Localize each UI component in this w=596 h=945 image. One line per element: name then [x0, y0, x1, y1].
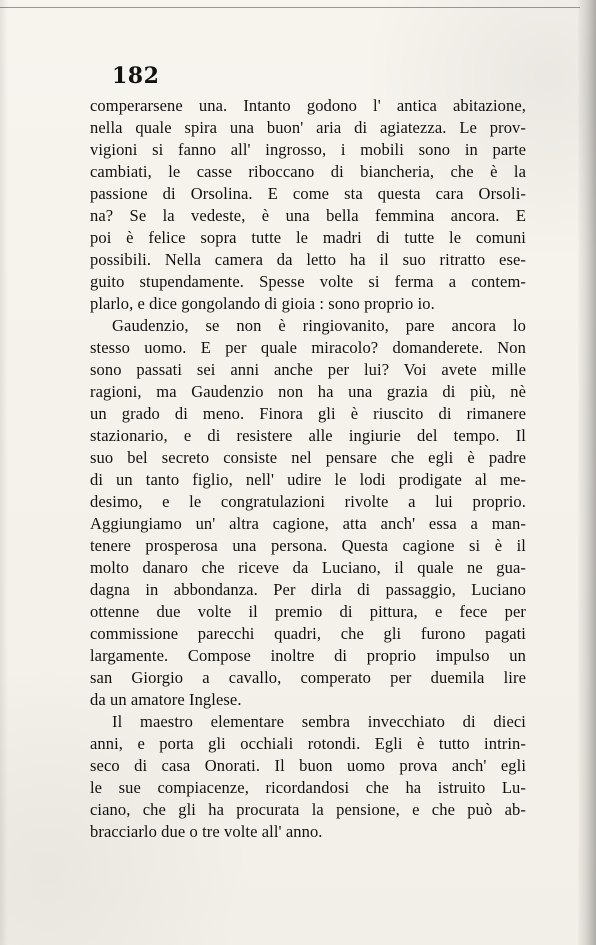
- paragraph-2-line-14: ottenne due volte il premio di pittura, e fece per: [90, 602, 526, 621]
- top-edge-line: [0, 7, 580, 8]
- page-spine-shadow: [0, 0, 8, 945]
- paragraph-3-line-4: le sue compiacenze, ricordandosi che ha istruito Lu-: [90, 778, 526, 797]
- paragraph-2-line-18: da un amatore Inglese.: [90, 690, 242, 709]
- paragraph-2-line-9: desimo, e le congratulazioni rivolte a lui proprio.: [90, 492, 526, 511]
- paragraph-2-line-10: Aggiungiamo un' altra cagione, atta anch' essa a man-: [90, 514, 526, 533]
- paragraph-1-line-6: na? Se la vedeste, è una bella femmina ancora. E: [90, 206, 526, 225]
- paragraph-3-line-5: ciano, che gli ha procurata la pensione, e che può ab-: [90, 800, 526, 819]
- paragraph-2-line-16: largamente. Compose inoltre di proprio impulso un: [90, 646, 526, 665]
- paragraph-2-line-12: molto danaro che riceve da Luciano, il quale ne gua-: [90, 558, 526, 577]
- paragraph-1-line-5: passione di Orsolina. E come sta questa cara Orsoli-: [90, 184, 526, 203]
- paragraph-2-line-11: tenere prosperosa una persona. Questa cagione si è il: [90, 536, 526, 555]
- paragraph-3-line-3: seco di casa Onorati. Il buon uomo prova anch' egli: [90, 756, 526, 775]
- paragraph-1-line-3: vigioni si fanno all' ingrosso, i mobili sono in parte: [90, 140, 526, 159]
- paragraph-1-line-8: possibili. Nella camera da letto ha il suo ritratto ese-: [90, 250, 526, 269]
- page-number: 182: [112, 63, 160, 89]
- paragraph-2-line-15: commissione parecchi quadri, che gli furono pagati: [90, 624, 526, 643]
- paragraph-1-line-9: guito stupendamente. Spesse volte si ferma a contem-: [90, 272, 526, 291]
- paragraph-1-line-1: comperarsene una. Intanto godono l' antica abitazione,: [90, 96, 526, 115]
- paragraph-1-line-4: cambiati, le casse riboccano di biancheria, che è la: [90, 162, 526, 181]
- paragraph-2-line-8: di un tanto figlio, nell' udire le lodi prodigate al me-: [90, 470, 526, 489]
- paragraph-2-line-3: sono passati sei anni anche per lui? Voi avete mille: [90, 360, 526, 379]
- paragraph-2-line-4: ragioni, ma Gaudenzio non ha una grazia di più, nè: [90, 382, 526, 401]
- paragraph-3-line-1: Il maestro elementare sembra invecchiato di dieci: [112, 712, 526, 731]
- paragraph-2-line-13: dagna in abbondanza. Per dirla di passaggio, Luciano: [90, 580, 526, 599]
- paragraph-2-line-2: stesso uomo. E per quale miracolo? domanderete. Non: [90, 338, 526, 357]
- paragraph-3-line-6: bracciarlo due o tre volte all' anno.: [90, 822, 323, 841]
- paragraph-1-line-7: poi è felice sopra tutte le madri di tutte le comuni: [90, 228, 526, 247]
- paragraph-1-line-2: nella quale spira una buon' aria di agiatezza. Le prov-: [90, 118, 526, 137]
- paragraph-2-line-1: Gaudenzio, se non è ringiovanito, pare ancora lo: [112, 316, 526, 335]
- page-edge-shadow: [578, 0, 596, 945]
- paragraph-2-line-17: san Giorgio a cavallo, comperato per duemila lire: [90, 668, 526, 687]
- body-text: [90, 95, 526, 843]
- paragraph-3-line-2: anni, e porta gli occhiali rotondi. Egli è tutto intrin-: [90, 734, 526, 753]
- paragraph-2-line-5: un grado di meno. Finora gli è riuscito di rimanere: [90, 404, 526, 423]
- paragraph-2-line-7: suo bel secreto consiste nel pensare che egli è padre: [90, 448, 526, 467]
- paragraph-1-line-10: plarlo, e dice gongolando di gioia : sono proprio io.: [90, 294, 435, 313]
- paragraph-2-line-6: stazionario, e di resistere alle ingiurie del tempo. Il: [90, 426, 526, 445]
